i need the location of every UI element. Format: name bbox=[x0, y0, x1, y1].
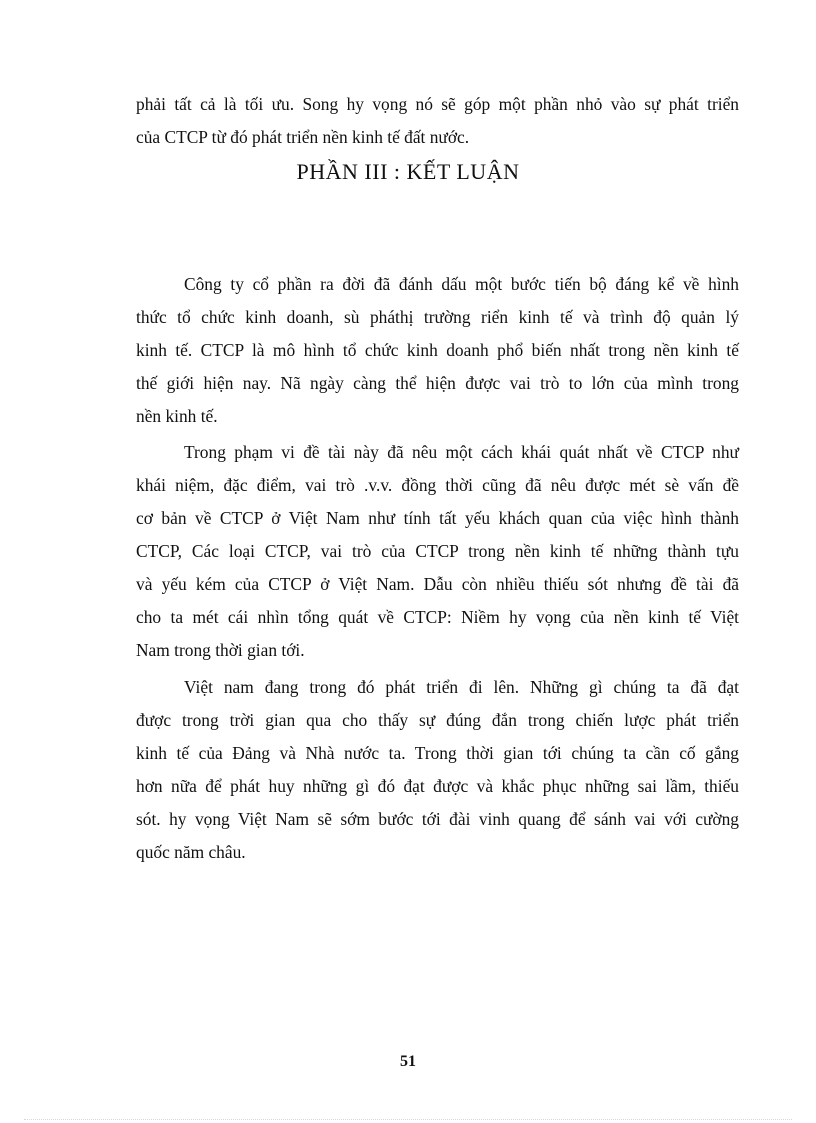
paragraph-line: cho ta mét cái nhìn tổng quát về CTCP: Niềm hy vọng của nền kinh tế Việt bbox=[136, 607, 739, 627]
paragraph-line: cơ bản về CTCP ở Việt Nam như tính tất yếu khách quan của việc hình thành bbox=[136, 508, 739, 528]
top-paragraph bbox=[136, 88, 739, 154]
paragraph-line: nền kinh tế. bbox=[136, 406, 218, 426]
paragraph-line: Trong phạm vi đề tài này đã nêu một cách khái quát nhất về CTCP như bbox=[184, 442, 739, 462]
page-number: 51 bbox=[400, 1053, 416, 1070]
paragraph-line: thế giới hiện nay. Nã ngày càng thể hiện được vai trò to lớn của mình trong bbox=[136, 373, 739, 393]
paragraph-line: hơn nữa để phát huy những gì đó đạt được và khắc phục những sai lầm, thiếu bbox=[136, 776, 739, 796]
paragraph-line: của CTCP từ đó phát triển nền kinh tế đất nước. bbox=[136, 127, 470, 147]
paragraph-line: và yếu kém của CTCP ở Việt Nam. Dẫu còn nhiều thiếu sót nhưng đề tài đã bbox=[136, 574, 739, 594]
paragraph-line: kinh tế của Đảng và Nhà nước ta. Trong thời gian tới chúng ta cần cố gắng bbox=[136, 743, 739, 763]
paragraph-line: Nam trong thời gian tới. bbox=[136, 640, 305, 660]
page-bottom-divider bbox=[24, 1119, 792, 1120]
paragraph-line: Việt nam đang trong đó phát triển đi lên. Những gì chúng ta đã đạt bbox=[184, 677, 739, 697]
conclusion-paragraph-3 bbox=[136, 671, 739, 869]
paragraph-line: sót. hy vọng Việt Nam sẽ sớm bước tới đài vinh quang để sánh vai với cường bbox=[136, 809, 739, 829]
paragraph-line: thức tổ chức kinh doanh, sù pháthị trường riển kinh tế và trình độ quản lý bbox=[136, 307, 739, 327]
conclusion-paragraph-1 bbox=[136, 268, 739, 433]
section-heading: PHẦN III : KẾT LUẬN bbox=[296, 159, 520, 184]
paragraph-line: được trong trời gian qua cho thấy sự đúng đắn trong chiến lược phát triển bbox=[136, 710, 739, 730]
paragraph-line: quốc năm châu. bbox=[136, 842, 246, 862]
paragraph-line: Công ty cổ phần ra đời đã đánh dấu một bước tiến bộ đáng kể về hình bbox=[184, 274, 739, 294]
paragraph-line: kinh tế. CTCP là mô hình tổ chức kinh doanh phổ biến nhất trong nền kinh tế bbox=[136, 340, 739, 360]
paragraph-line: CTCP, Các loại CTCP, vai trò của CTCP trong nền kinh tế những thành tựu bbox=[136, 541, 739, 561]
conclusion-paragraph-2 bbox=[136, 436, 739, 667]
paragraph-line: phải tất cả là tối ưu. Song hy vọng nó sẽ góp một phần nhỏ vào sự phát triển bbox=[136, 94, 739, 114]
paragraph-line: khái niệm, đặc điểm, vai trò .v.v. đồng thời cũng đã nêu được mét sè vấn đề bbox=[136, 475, 739, 495]
